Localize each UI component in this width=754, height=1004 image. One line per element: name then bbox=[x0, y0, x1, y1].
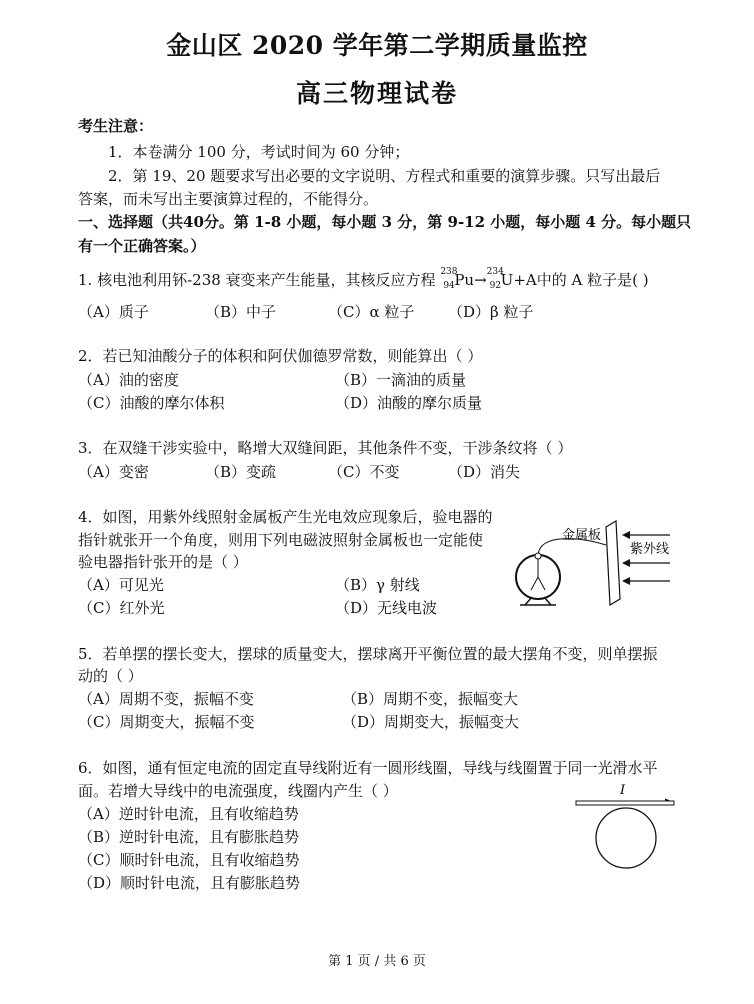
notice-item-2-line-2: 答案，而未写出主要演算过程的，不能得分。 bbox=[78, 190, 379, 208]
straight-wire bbox=[576, 801, 674, 805]
question-6-stem-line-1: 6．如图，通有恒定电流的固定直导线附近有一圆形线圈，导线与线圈置于同一光滑水平 bbox=[78, 759, 658, 777]
electroscope-stand bbox=[544, 597, 551, 605]
question-3-option-c[interactable]: （C）不变 bbox=[328, 463, 400, 481]
question-6-option-d[interactable]: （D）顺时针电流，且有膨胀趋势 bbox=[78, 874, 301, 892]
question-1-option-b[interactable]: （B）中子 bbox=[205, 303, 277, 321]
question-4-option-a[interactable]: （A）可见光 bbox=[78, 576, 164, 594]
question-4-option-b[interactable]: （B）γ 射线 bbox=[335, 576, 420, 594]
question-1-option-a[interactable]: （A）质子 bbox=[78, 303, 149, 321]
section-heading-line-2: 有一个正确答案。） bbox=[78, 237, 206, 255]
question-1-stem: 1. 核电池利用钚-238 衰变来产生能量，其核反应方程 238 94 Pu→ 234 92 U+A中的 A 粒子是( ) bbox=[78, 267, 649, 291]
question-3-option-b[interactable]: （B）变疏 bbox=[205, 463, 277, 481]
question-1-option-d[interactable]: （D）β 粒子 bbox=[448, 303, 534, 321]
question-3-option-d[interactable]: （D）消失 bbox=[448, 463, 521, 481]
page-title: 金山区 2020 学年第二学期质量监控 bbox=[166, 31, 588, 60]
question-2-option-a[interactable]: （A）油的密度 bbox=[78, 371, 179, 389]
question-4-stem-line-1: 4．如图，用紫外线照射金属板产生光电效应现象后，验电器的 bbox=[78, 508, 493, 526]
electroscope-knob bbox=[535, 553, 541, 559]
notice-item-1: 1．本卷满分 100 分，考试时间为 60 分钟； bbox=[108, 143, 410, 161]
wire-coil-figure bbox=[570, 780, 680, 875]
question-5-option-a[interactable]: （A）周期不变，振幅不变 bbox=[78, 690, 254, 708]
question-5-stem-line-2: 动的（ ） bbox=[78, 667, 143, 685]
metal-plate-label: 金属板 bbox=[562, 528, 602, 543]
question-5-option-b[interactable]: （B）周期不变，振幅变大 bbox=[342, 690, 519, 708]
question-3-stem: 3．在双缝干涉实验中，略增大双缝间距，其他条件不变，干涉条纹将（ ） bbox=[78, 439, 573, 457]
question-2-stem: 2．若已知油酸分子的体积和阿伏伽德罗常数，则能算出（ ） bbox=[78, 347, 483, 365]
uv-label: 紫外线 bbox=[630, 542, 670, 557]
question-5-option-c[interactable]: （C）周期变大，振幅不变 bbox=[78, 713, 255, 731]
question-2-option-c[interactable]: （C）油酸的摩尔体积 bbox=[78, 394, 225, 412]
photoelectric-figure bbox=[510, 515, 685, 615]
question-2-option-d[interactable]: （D）油酸的摩尔质量 bbox=[335, 394, 483, 412]
notice-heading: 考生注意： bbox=[78, 117, 154, 135]
current-label: I bbox=[620, 783, 626, 798]
question-4-stem-line-3: 验电器指针张开的是（ ） bbox=[78, 553, 248, 571]
question-1-option-c[interactable]: （C）α 粒子 bbox=[328, 303, 415, 321]
electroscope-stand bbox=[525, 597, 532, 605]
question-6-option-c[interactable]: （C）顺时针电流，且有收缩趋势 bbox=[78, 851, 300, 869]
question-3-option-a[interactable]: （A）变密 bbox=[78, 463, 149, 481]
question-5-stem-line-1: 5．若单摆的摆长变大，摆球的质量变大，摆球离开平衡位置的最大摆角不变，则单摆振 bbox=[78, 645, 658, 663]
uv-ray-arrowhead bbox=[622, 531, 630, 539]
question-6-option-a[interactable]: （A）逆时针电流，且有收缩趋势 bbox=[78, 805, 299, 823]
question-6-stem-line-2: 面。若增大导线中的电流强度，线圈内产生（ ） bbox=[78, 782, 398, 800]
circular-coil bbox=[596, 808, 656, 868]
question-5-option-d[interactable]: （D）周期变大，振幅变大 bbox=[342, 713, 520, 731]
question-4-stem-line-2: 指针就张开一个角度，则用下列电磁波照射金属板也一定能使 bbox=[78, 531, 484, 549]
metal-plate bbox=[606, 521, 620, 605]
section-heading-line-1: 一、选择题（共40分。第 1-8 小题，每小题 3 分，第 9-12 小题，每小题 4 分。每小题只 bbox=[78, 213, 692, 231]
question-6-option-b[interactable]: （B）逆时针电流，且有膨胀趋势 bbox=[78, 828, 300, 846]
page-footer: 第 1 页 / 共 6 页 bbox=[328, 954, 426, 969]
question-4-option-c[interactable]: （C）红外光 bbox=[78, 599, 165, 617]
notice-item-2-line-1: 2．第 19、20 题要求写出必要的文字说明、方程式和重要的演算步骤。只写出最后 bbox=[108, 167, 661, 185]
question-4-option-d[interactable]: （D）无线电波 bbox=[335, 599, 438, 617]
uv-ray-arrowhead bbox=[622, 559, 630, 567]
question-2-option-b[interactable]: （B）一滴油的质量 bbox=[335, 371, 467, 389]
page-subtitle: 高三物理试卷 bbox=[295, 79, 458, 108]
plutonium-nuclide: 238 94 bbox=[440, 267, 458, 291]
uv-ray-arrowhead bbox=[622, 577, 630, 585]
uranium-nuclide: 234 92 bbox=[486, 267, 504, 291]
